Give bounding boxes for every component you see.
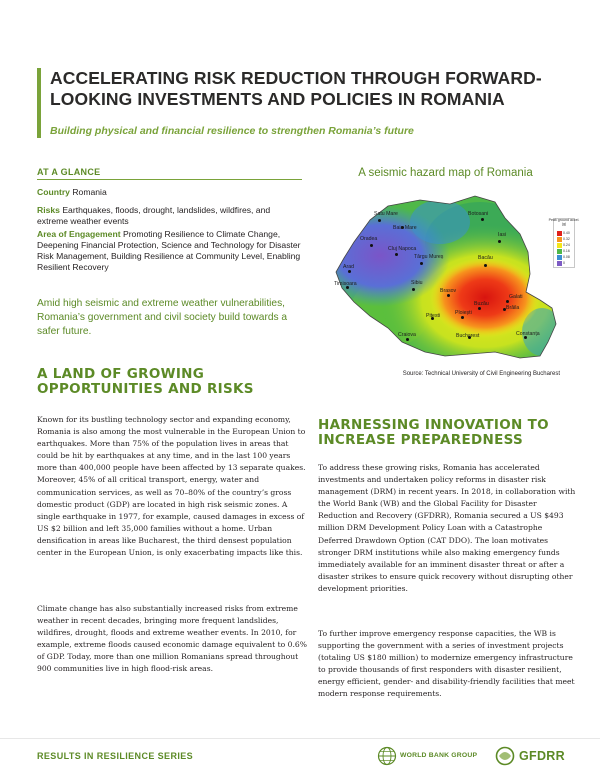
- romania-map-image: [330, 192, 580, 374]
- city-craiova: Craiova: [398, 332, 416, 338]
- top-rule: [0, 0, 600, 4]
- section1-paragraph-1: Known for its bustling technology sector and expanding economy, Romania is also among the most vulnerable in the European Union to earthquakes. More than 75% of the population lives in areas that could be hit by earthquakes at any time, and in the last 100 years more than 400,000 people have been affected by 13 separate quakes. Moreover, 45% of all critical transport, energy, water and communication services, as well as 70–80% of the country’s gross domestic product (GDP) are located in high risk seismic zones. A single earthquake in 1977, for example, caused damages in excess of US $2 billion and left 35,000 families without a home. Urban densification in areas like Bucharest, the third densest population center in the European Union, is only exacerbating impacts like this.: [37, 415, 306, 558]
- city-dot: [498, 240, 501, 243]
- section-heading-opportunities: A LAND OF GROWING OPPORTUNITIES AND RISKS: [37, 366, 254, 397]
- legend-label: 0.08: [563, 255, 570, 259]
- city-baia-mare: Baia Mare: [393, 225, 417, 231]
- legend-label: 0.16: [563, 249, 570, 253]
- map-source: Source: Technical University of Civil Engineering Bucharest: [402, 371, 560, 377]
- city-dot: [478, 307, 481, 310]
- glance-risks-value: Earthquakes, floods, drought, landslides, wildfires, and extreme weather events: [37, 205, 271, 226]
- title-accent-bar: [37, 68, 41, 138]
- legend-label: 0.40: [563, 231, 570, 235]
- city-bucharest: Bucharest: [456, 333, 480, 339]
- city-dot: [506, 300, 509, 303]
- page-title: ACCELERATING RISK REDUCTION THROUGH FORWARD-LOOKING INVESTMENTS AND POLICIES IN ROMANIA: [50, 68, 542, 109]
- city-dot: [447, 294, 450, 297]
- city-braila: Brăila: [506, 305, 520, 311]
- city-dot: [412, 288, 415, 291]
- city-oradea: Oradea: [360, 236, 378, 242]
- city-dot: [420, 262, 423, 265]
- world-bank-group-label: WORLD BANK GROUP: [400, 752, 478, 759]
- world-bank-globe-icon: [377, 746, 397, 766]
- city-cluj: Cluj Napoca: [388, 246, 417, 252]
- city-constanta: Constanța: [516, 331, 540, 337]
- glance-risks-label: Risks: [37, 205, 60, 215]
- city-buzau: Buzău: [474, 301, 489, 307]
- gfdrr-label: GFDRR: [519, 749, 565, 763]
- legend-swatch: [557, 261, 562, 266]
- city-dot: [348, 270, 351, 273]
- legend-swatch: [557, 249, 562, 254]
- section1-paragraph-2: Climate change has also substantially increased risks from extreme weather in recent decades, bringing more frequent landslides, wildfires, drought, floods and extreme weather events. In 2010, for example, extreme floods caused economic damage equivalent to 0.6% of GDP. Today, more than one million Romanians spread throughout 900 communities live in high flood-risk areas.: [37, 604, 307, 674]
- city-pitesti: Pitesti: [426, 313, 441, 319]
- legend-swatch: [557, 243, 562, 248]
- map-title: A seismic hazard map of Romania: [358, 167, 533, 179]
- page-subtitle: Building physical and financial resilience to strengthen Romania’s future: [50, 125, 414, 137]
- glance-country-label: Country: [37, 187, 70, 197]
- city-dot: [406, 338, 409, 341]
- city-brasov: Brasov: [440, 288, 457, 294]
- legend-swatch: [557, 231, 562, 236]
- legend-swatch: [557, 237, 562, 242]
- glance-engagement: [37, 229, 302, 273]
- glance-risks: [37, 205, 302, 227]
- city-timisoara: Timisoara: [334, 281, 357, 287]
- seismic-hazard-map: [330, 192, 580, 374]
- legend-label: 0.24: [563, 243, 570, 247]
- city-dot: [461, 316, 464, 319]
- city-satu-mare: Satu Mare: [374, 211, 398, 217]
- legend-label: 0.32: [563, 237, 570, 241]
- city-dot: [481, 218, 484, 221]
- city-dot: [395, 253, 398, 256]
- city-arad: Arad: [343, 264, 354, 270]
- glance-country-value: Romania: [69, 187, 107, 197]
- glance-engagement-label: Area of Engagement: [37, 229, 121, 239]
- city-sibiu: Sibiu: [411, 280, 423, 286]
- legend-swatch: [557, 255, 562, 260]
- glance-country: [37, 187, 302, 198]
- section-heading-innovation: HARNESSING INNOVATION TO INCREASE PREPAREDNESS: [318, 417, 549, 448]
- city-dot: [484, 264, 487, 267]
- city-dot: [370, 244, 373, 247]
- city-dot: [378, 219, 381, 222]
- city-iasi: Iasi: [498, 232, 507, 238]
- city-ploiesti: Ploiești: [455, 310, 472, 316]
- section2-paragraph-2: To further improve emergency response capacities, the WB is supporting the government with a series of investment projects (totaling US $180 million) to modernize emergency infrastructure to provide thousands of first responders with disaster resilient, energy efficient, gender- and disability-friendly facilities that meet modern response requirements.: [318, 629, 575, 699]
- map-legend-title: Peak ground accel. (g): [548, 218, 580, 226]
- series-name: RESULTS IN RESILIENCE SERIES: [37, 751, 194, 761]
- pull-quote: Amid high seismic and extreme weather vulnerabilities, Romania’s government and civil society build towards a safer future.: [37, 298, 288, 337]
- glance-engagement-value: Promoting Resilience to Climate Change, Deepening Financial Protection, Science and Technology for Disaster Risk Management, Building Resilience at Community Level, Enabling Resilient Recovery: [37, 229, 301, 272]
- gfdrr-logo-icon: [494, 746, 516, 766]
- city-targu-mures: Târgu Mureș: [414, 254, 444, 260]
- section2-paragraph-1: To address these growing risks, Romania has accelerated investments and undertaken policy reforms in disaster risk management (DRM) in recent years. In 2018, in collaboration with the World Bank (WB) and the Global Facility for Disaster Reduction and Recovery (GFDRR), Romania secured a US $493 million DRM Development Policy Loan with a Catastrophe Deferred Drawdown Option (CAT DDO). The loan motivates stronger DRM institutions while also making emergency funds immediately available for an imminent disaster threat or after a disaster strikes to ensure quick recovery without disrupting other development priorities.: [318, 463, 576, 593]
- city-botosani: Botosani: [468, 211, 489, 217]
- at-a-glance-heading: AT A GLANCE: [37, 167, 302, 180]
- city-bacau: Bacău: [478, 255, 493, 261]
- city-galati: Galati: [509, 294, 523, 300]
- legend-label: 0: [563, 261, 565, 265]
